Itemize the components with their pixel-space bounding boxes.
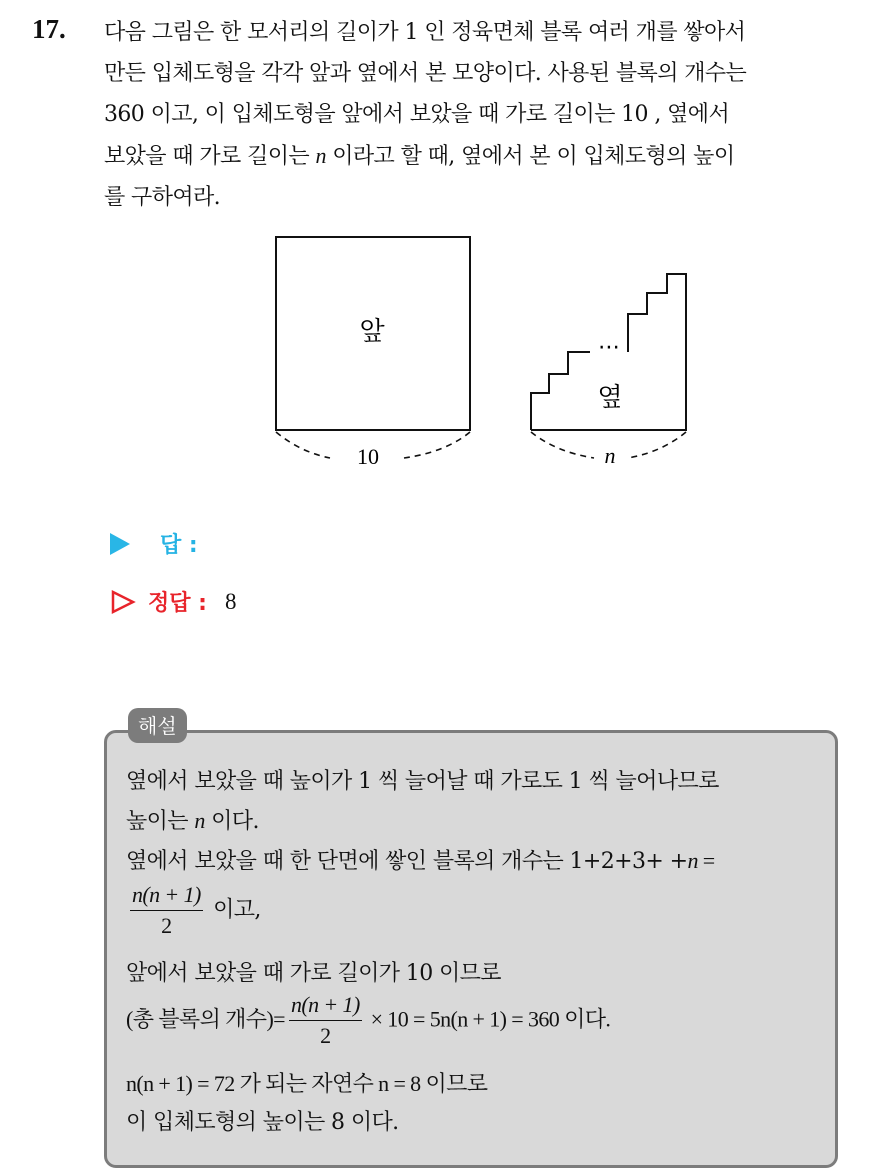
question-line: 만든 입체도형을 각각 앞과 옆에서 본 모양이다. 사용된 블록의 개수는 <box>104 61 747 86</box>
explanation-text-part: 옆에서 보았을 때 한 단면에 쌓인 블록의 개수는 1+2+3+ + <box>126 849 688 874</box>
correct-answer-row <box>110 586 236 617</box>
figure <box>0 0 884 500</box>
side-view-ellipsis: ⋯ <box>598 335 620 360</box>
question-line: 360 이고, 이 입체도형을 앞에서 보았을 때 가로 길이는 10 , 옆에서 <box>104 102 730 127</box>
explanation-text-part: (총 블록의 개수)= <box>126 1006 285 1032</box>
explanation-text-part: = <box>697 848 715 873</box>
fraction-numerator: n(n + 1) <box>130 882 203 911</box>
correct-answer-value: 8 <box>224 588 237 614</box>
front-view-label: 앞 <box>359 317 385 347</box>
question-number: 17. <box>32 14 66 44</box>
fraction <box>130 882 203 939</box>
explanation-line <box>126 992 610 1049</box>
explanation-line: 앞에서 보았을 때 가로 길이가 10 이므로 <box>126 961 501 986</box>
question-line: 를 구하여라. <box>104 185 221 210</box>
explanation-text-part: 높이는 <box>126 809 195 834</box>
fraction-numerator: n(n + 1) <box>289 992 362 1021</box>
front-width-dash-left <box>276 432 330 458</box>
variable-n: n <box>687 848 698 873</box>
explanation-text-part: 이고, <box>206 897 261 923</box>
side-view-label: 옆 <box>597 383 623 413</box>
side-width-label: n <box>604 443 616 468</box>
side-view-steps-lower <box>531 352 590 430</box>
explanation-tag: 해설 <box>128 708 187 743</box>
front-width-label: 10 <box>357 444 379 469</box>
answer-row <box>110 528 198 559</box>
answer-label: 답 : <box>160 533 198 558</box>
fraction-denominator: 2 <box>320 1023 331 1048</box>
side-width-dash-left <box>531 432 594 458</box>
question-line: 다음 그림은 한 모서리의 길이가 1 인 정육면체 블록 여러 개를 쌓아서 <box>104 20 746 45</box>
explanation-line: 이 입체도형의 높이는 8 이다. <box>126 1110 399 1135</box>
variable-n: n <box>315 143 326 168</box>
explanation-box <box>104 730 838 1168</box>
outline-triangle-icon <box>110 589 136 615</box>
explanation-line: 옆에서 보았을 때 높이가 1 씩 늘어날 때 가로도 1 씩 늘어나므로 <box>126 769 719 794</box>
variable-n: n <box>194 808 205 833</box>
explanation-line <box>126 804 259 835</box>
explanation-text-part: 이다. <box>204 809 259 834</box>
explanation-text-part: × 10 = 5n(n + 1) = 360 이다. <box>365 1006 611 1032</box>
fraction <box>289 992 362 1049</box>
correct-answer-label: 정답 : <box>148 591 207 616</box>
explanation-line <box>126 882 261 939</box>
explanation-line: n(n + 1) = 72 가 되는 자연수 n = 8 이므로 <box>126 1071 488 1096</box>
question-text-part: 보았을 때 가로 길이는 <box>104 144 316 169</box>
explanation-line <box>126 844 715 875</box>
front-width-dash-right <box>404 432 470 458</box>
filled-triangle-icon <box>110 533 130 555</box>
question-text-part: 이라고 할 때, 옆에서 본 이 입체도형의 높이 <box>325 144 735 169</box>
fraction-denominator: 2 <box>161 913 172 938</box>
side-width-dash-right <box>628 432 686 458</box>
